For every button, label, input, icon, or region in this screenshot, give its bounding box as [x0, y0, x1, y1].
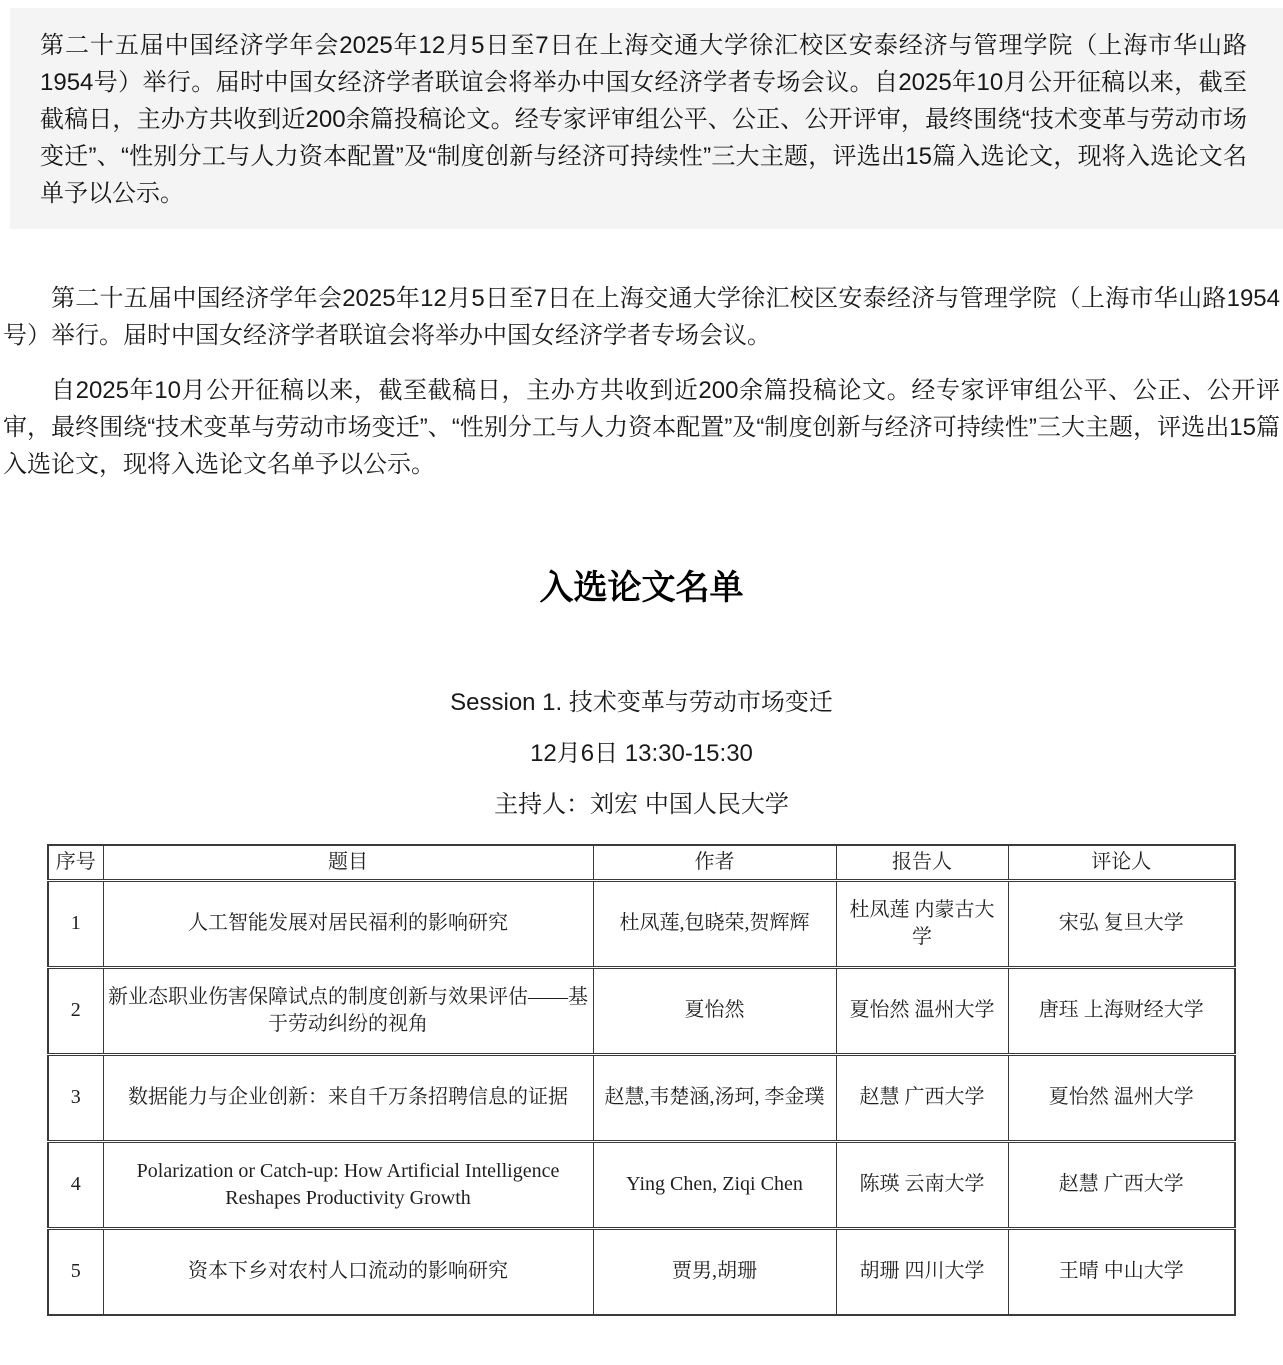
cell-number: 5 [48, 1228, 103, 1315]
paragraph-selection: 自2025年10月公开征稿以来，截至截稿日，主办方共收到近200余篇投稿论文。经专家评审组公平、公正、公开评审，最终围绕“技术变革与劳动市场变迁”、“性别分工与人力资本配置”及“制度创新与经济可持续性”三大主题，评选出15篇入选论文，现将入选论文名单予以公示。 [3, 377, 1280, 478]
page-title: 入选论文名单 [539, 569, 744, 607]
session-chair: 主持人：刘宏 中国人民大学 [494, 791, 789, 818]
cell-title: 人工智能发展对居民福利的影响研究 [103, 880, 593, 967]
cell-title: 资本下乡对农村人口流动的影响研究 [103, 1228, 593, 1315]
cell-authors: Ying Chen, Ziqi Chen [593, 1141, 836, 1228]
cell-discussant: 王晴 中山大学 [1008, 1228, 1235, 1315]
cell-number: 3 [48, 1054, 103, 1141]
papers-table [47, 844, 1236, 1316]
session-datetime: 12月6日 13:30-15:30 [530, 740, 753, 767]
cell-discussant: 唐珏 上海财经大学 [1008, 967, 1235, 1054]
column-header-presenter: 报告人 [836, 845, 1008, 880]
cell-title: 数据能力与企业创新：来自千万条招聘信息的证据 [103, 1054, 593, 1141]
cell-authors: 杜凤莲,包晓荣,贺辉辉 [593, 880, 836, 967]
cell-number: 4 [48, 1141, 103, 1228]
cell-discussant: 夏怡然 温州大学 [1008, 1054, 1235, 1141]
cell-title: 新业态职业伤害保障试点的制度创新与效果评估——基于劳动纠纷的视角 [103, 967, 593, 1054]
cell-discussant: 宋弘 复旦大学 [1008, 880, 1235, 967]
column-header-authors: 作者 [593, 845, 836, 880]
column-header-discussant: 评论人 [1008, 845, 1235, 880]
notice-text: 第二十五届中国经济学年会2025年12月5日至7日在上海交通大学徐汇校区安泰经济与管理学院（上海市华山路1954号）举行。届时中国女经济学者联谊会将举办中国女经济学者专场会议。自2025年10月公开征稿以来，截至截稿日，主办方共收到近200余篇投稿论文。经专家评审组公平、公正、公开评审，最终围绕“技术变革与劳动市场变迁”、“性别分工与人力资本配置”及“制度创新与经济可持续性”三大主题，评选出15篇入选论文，现将入选论文名单予以公示。 [40, 32, 1247, 207]
table-row [48, 1054, 1235, 1141]
table-row [48, 1141, 1235, 1228]
cell-number: 2 [48, 967, 103, 1054]
cell-discussant: 赵慧 广西大学 [1008, 1141, 1235, 1228]
cell-authors: 夏怡然 [593, 967, 836, 1054]
column-header-number: 序号 [48, 845, 103, 880]
article-body [0, 280, 1283, 1316]
column-header-title: 题目 [103, 845, 593, 880]
table-row [48, 1228, 1235, 1315]
table-header-row [48, 845, 1235, 880]
cell-number: 1 [48, 880, 103, 967]
cell-presenter: 胡珊 四川大学 [836, 1228, 1008, 1315]
cell-presenter: 陈瑛 云南大学 [836, 1141, 1008, 1228]
cell-presenter: 杜凤莲 内蒙古大学 [836, 880, 1008, 967]
table-row [48, 967, 1235, 1054]
notice-box [10, 8, 1283, 229]
table-row [48, 880, 1235, 967]
cell-presenter: 赵慧 广西大学 [836, 1054, 1008, 1141]
session-title: Session 1. 技术变革与劳动市场变迁 [450, 689, 833, 716]
cell-authors: 贾男,胡珊 [593, 1228, 836, 1315]
cell-title: Polarization or Catch-up: How Artificial Intelligence Reshapes Productivity Growth [103, 1141, 593, 1228]
paragraph-venue: 第二十五届中国经济学年会2025年12月5日至7日在上海交通大学徐汇校区安泰经济与管理学院（上海市华山路1954号）举行。届时中国女经济学者联谊会将举办中国女经济学者专场会议。 [3, 285, 1280, 349]
cell-presenter: 夏怡然 温州大学 [836, 967, 1008, 1054]
cell-authors: 赵慧,韦楚涵,汤珂, 李金璞 [593, 1054, 836, 1141]
